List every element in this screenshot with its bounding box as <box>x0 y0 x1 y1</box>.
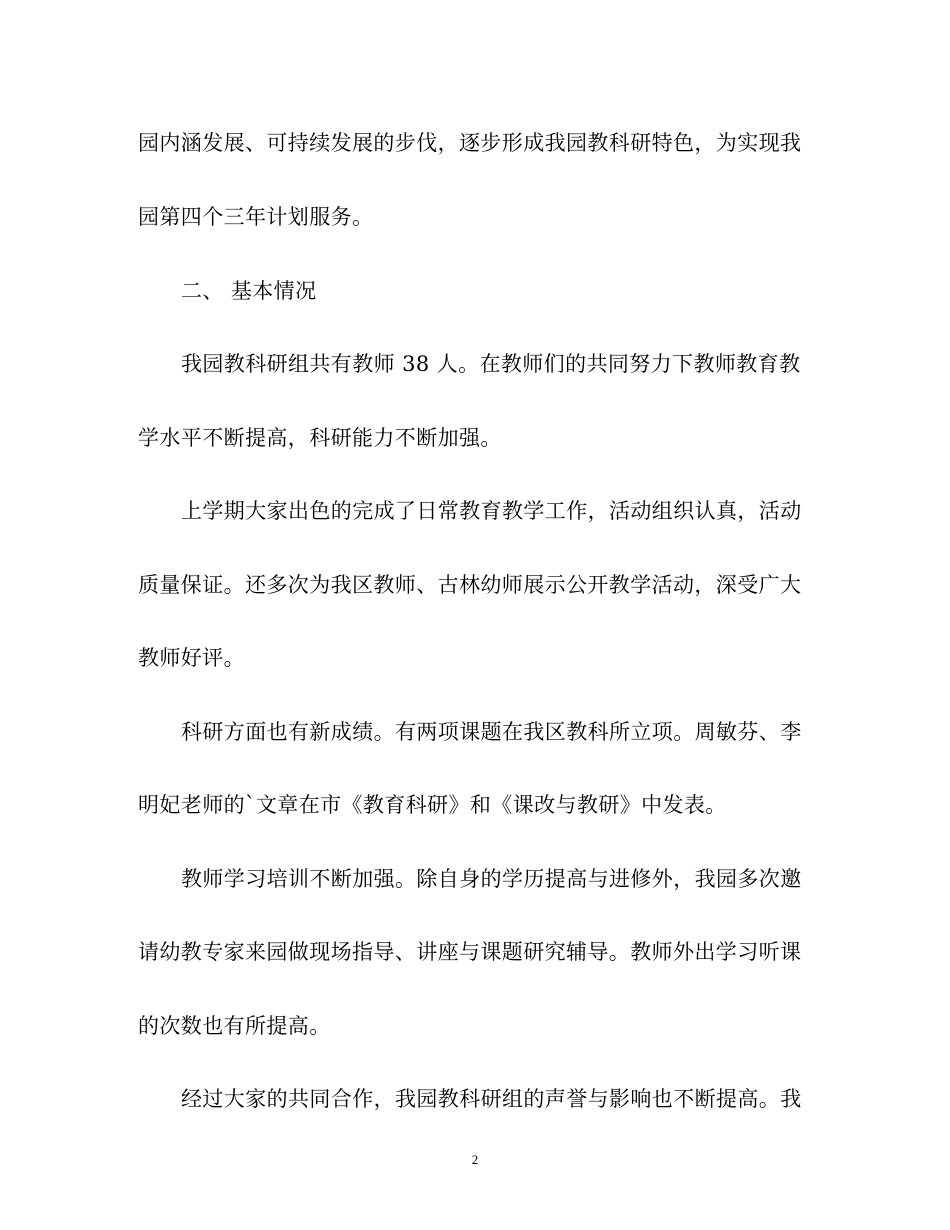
text-line: 的次数也有所提高。 <box>138 1014 331 1038</box>
text-line: 学水平不断提高，科研能力不断加强。 <box>138 426 502 450</box>
text-line: 上学期大家出色的完成了日常教育教学工作，活动组织认真，活动 <box>181 499 802 523</box>
text-line: 园第四个三年计划服务。 <box>138 205 374 229</box>
text-line: 园内涵发展、可持续发展的步伐，逐步形成我园教科研特色，为实现我 <box>138 131 802 155</box>
text-line: 科研方面也有新成绩。有两项课题在我区教科所立项。周敏芬、李 <box>181 720 802 744</box>
text-line: 教师好评。 <box>138 646 245 670</box>
text-line: 经过大家的共同合作，我园教科研组的声誉与影响也不断提高。我 <box>181 1087 802 1111</box>
text-line: 我园教科研组共有教师 38 人。在教师们的共同努力下教师教育教 <box>181 352 801 376</box>
page-number: 2 <box>471 1152 479 1167</box>
text-line: 明妃老师的`文章在市《教育科研》和《课改与教研》中发表。 <box>138 793 727 817</box>
section-heading: 二、 基本情况 <box>181 279 317 303</box>
text-line: 请幼教专家来园做现场指导、讲座与课题研究辅导。教师外出学习听课 <box>138 940 802 964</box>
text-line: 教师学习培训不断加强。除自身的学历提高与进修外，我园多次邀 <box>181 867 802 891</box>
text-line: 质量保证。还多次为我区教师、古林幼师展示公开教学活动，深受广大 <box>138 573 802 597</box>
